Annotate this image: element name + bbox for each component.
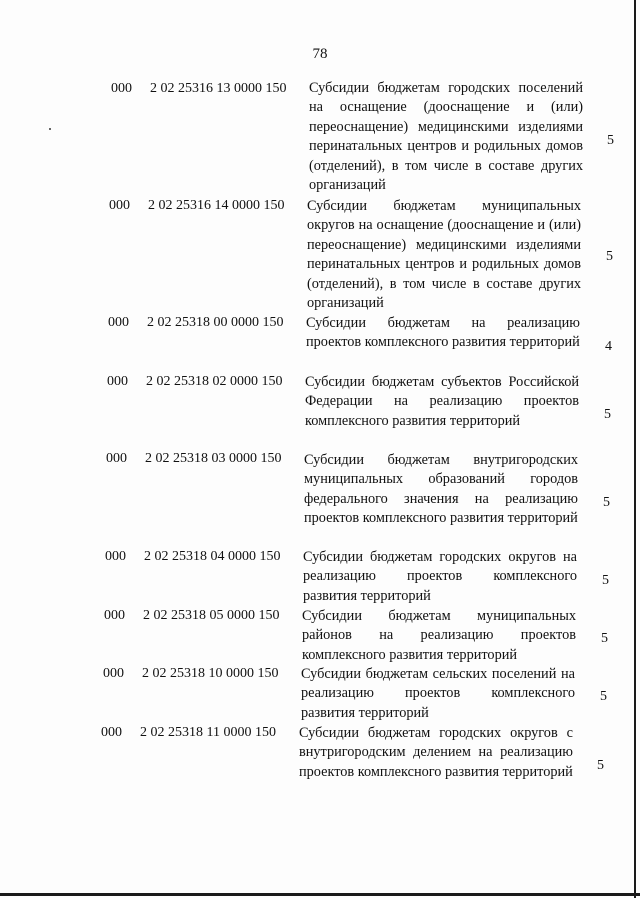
scan-edge-right: [634, 0, 636, 898]
row-amount: 5: [601, 631, 608, 646]
budget-classification-code: 2 02 25318 02 0000 150: [146, 374, 283, 389]
row-amount: 5: [602, 573, 609, 588]
budget-classification-code: 2 02 25318 00 0000 150: [147, 315, 284, 330]
admin-code: 000: [111, 81, 132, 96]
budget-classification-code: 2 02 25318 11 0000 150: [140, 725, 276, 740]
row-amount: 5: [606, 249, 613, 264]
row-description: Субсидии бюджетам городских округов на реализацию проектов комплексного развития территорий: [303, 549, 577, 604]
row-description: Субсидии бюджетам на реализацию проектов комплексного развития территорий: [306, 315, 580, 351]
row-amount: 4: [605, 339, 612, 354]
admin-code: 000: [107, 374, 128, 389]
admin-code: 000: [103, 666, 124, 681]
row-amount: 5: [597, 758, 604, 773]
budget-classification-code: 2 02 25318 03 0000 150: [145, 451, 282, 466]
row-description: Субсидии бюджетам муниципальных округов на оснащение (дооснащение и (или) переоснащение) медицинскими изделиями перинатальных центров и родильных домов (отделений), в том числе в составе других организаций: [307, 198, 581, 312]
row-description: Субсидии бюджетам городских поселений на оснащение (дооснащение и (или) переоснащение) медицинскими изделиями перинатальных центров и родильных домов (отделений), в том числе в составе других организаций: [309, 80, 583, 194]
scan-speck: [49, 128, 51, 130]
budget-classification-code: 2 02 25316 14 0000 150: [148, 198, 285, 213]
budget-classification-code: 2 02 25316 13 0000 150: [150, 81, 287, 96]
row-description: Субсидии бюджетам городских округов с внутригородским делением на реализацию проектов комплексного развития территорий: [299, 725, 573, 780]
row-description: Субсидии бюджетам сельских поселений на реализацию проектов комплексного развития территорий: [301, 666, 575, 721]
row-amount: 5: [607, 133, 614, 148]
row-description: Субсидии бюджетам внутригородских муниципальных образований городов федерального значения на реализацию проектов комплексного развития территорий: [304, 452, 578, 527]
budget-classification-code: 2 02 25318 10 0000 150: [142, 666, 279, 681]
row-description: Субсидии бюджетам муниципальных районов на реализацию проектов комплексного развития территорий: [302, 608, 576, 663]
admin-code: 000: [101, 725, 122, 740]
page-number: 78: [312, 46, 328, 62]
admin-code: 000: [106, 451, 127, 466]
admin-code: 000: [105, 549, 126, 564]
row-amount: 5: [604, 407, 611, 422]
budget-classification-code: 2 02 25318 05 0000 150: [143, 608, 280, 623]
admin-code: 000: [104, 608, 125, 623]
row-amount: 5: [600, 689, 607, 704]
scan-edge-bottom: [0, 893, 640, 896]
admin-code: 000: [109, 198, 130, 213]
budget-classification-code: 2 02 25318 04 0000 150: [144, 549, 281, 564]
row-amount: 5: [603, 495, 610, 510]
row-description: Субсидии бюджетам субъектов Российской Федерации на реализацию проектов комплексного развития территорий: [305, 374, 579, 429]
admin-code: 000: [108, 315, 129, 330]
